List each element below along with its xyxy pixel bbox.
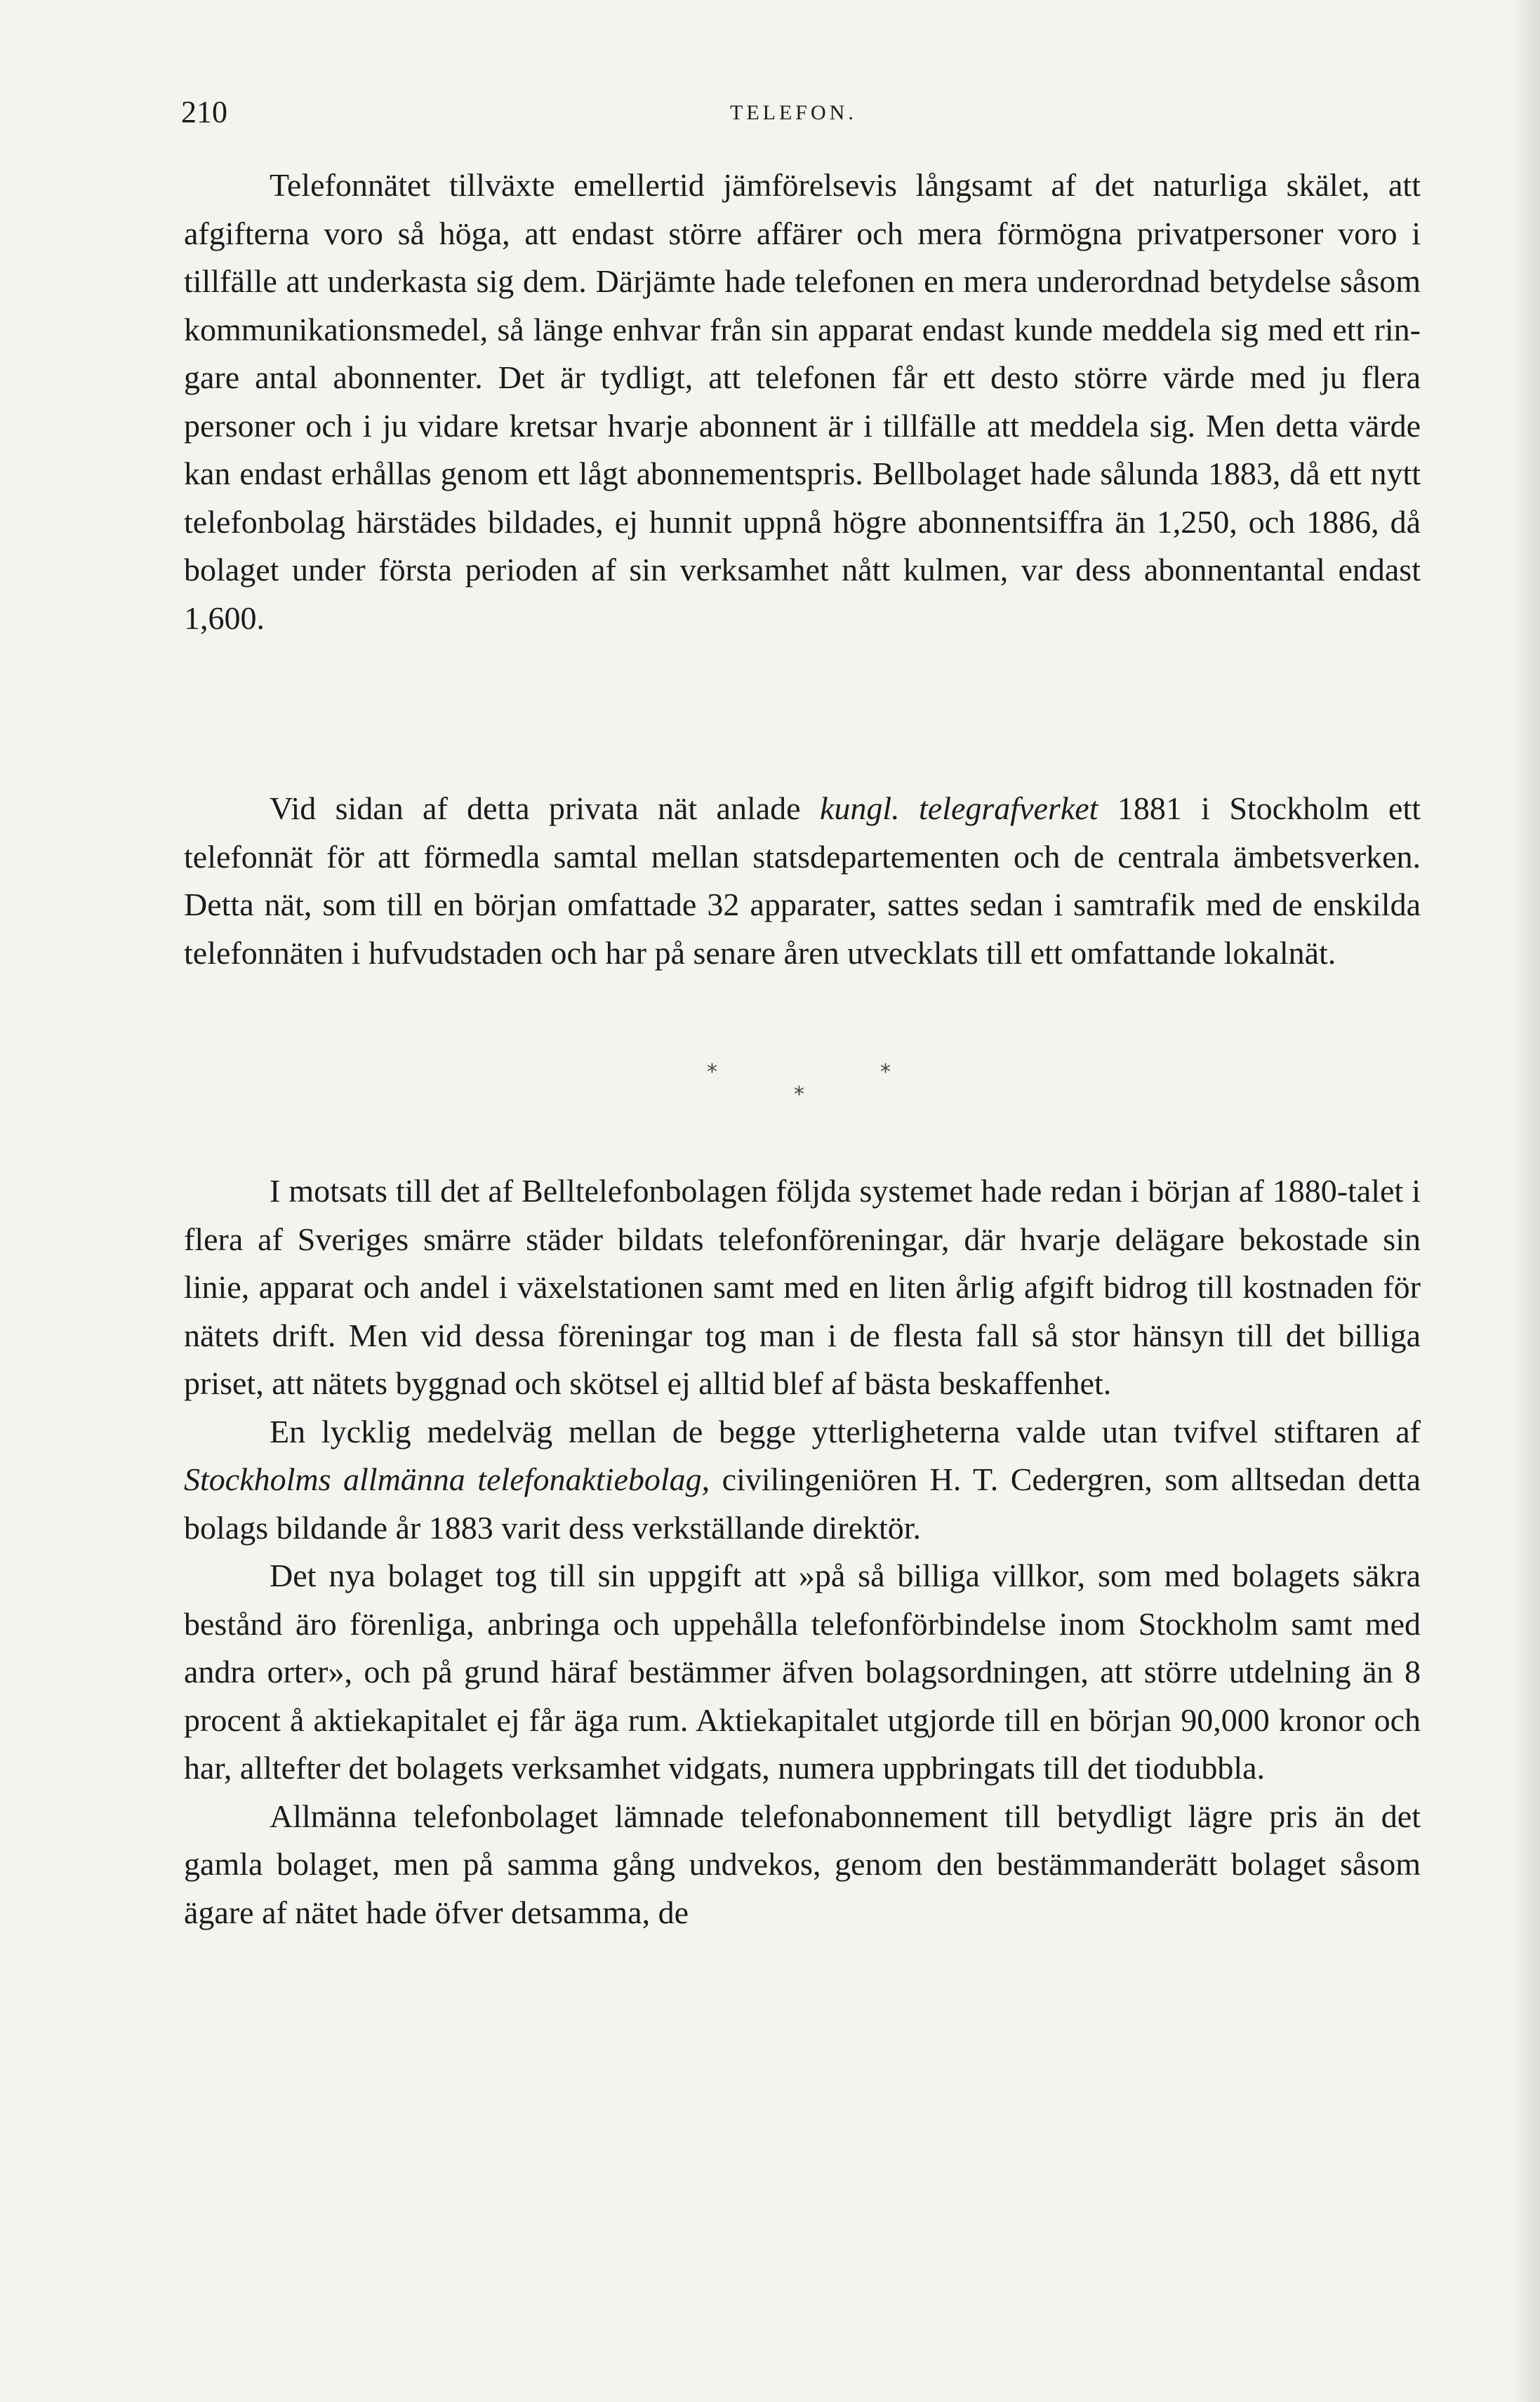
paragraph-network-growth: Telefonnätet tillväxte emellertid jämförelsevis långsamt af det naturliga skälet, att afgifterna voro så höga, att endast större affärer och mera förmögna privatpersoner voro i tillfälle att underkasta sig dem. Därjämte hade telefonen en mera underordnad betydelse såsom kommunikationsmedel, så länge enhvar från sin apparat endast kunde meddela sig med ett ringare antal abonnenter. Det är tydligt, att telefonen får ett desto större värde med ju flera personer och i ju vidare kretsar hvarje abonnent är i tillfälle att meddela sig. Men detta värde kan endast erhållas genom ett lågt abonnementspris. Bellbolaget hade sålunda 1883, då ett nytt telefonbolag härstädes bildades, ej hunnit uppnå högre abonnentsiffra än 1,250, och 1886, då bolaget under första perioden af sin verksamhet nått kulmen, var dess abonnentantal endast 1,600. <box>184 167 1421 636</box>
paragraph-cedergren <box>184 1408 1421 1553</box>
italic-telegrafverket: kungl. telegrafverket <box>819 790 1098 826</box>
paragraph-state-network <box>184 785 1421 977</box>
paragraph-text: 1881 i Stockholm ett telefonnät för att förmedla samtal mellan statsdepartementen och de centrala ämbetsverken. Detta nät, som till en början omfattade 32 apparater, sattes sedan i samtrafik med de enskilda telefonnäten i hufvudstaden och har på senare åren utvecklats till ett omfattande lokalnät. <box>184 790 1421 971</box>
italic-company-name: Stockholms allmänna telefonaktiebolag, <box>184 1461 710 1497</box>
section-telephone-growth <box>184 161 1421 642</box>
paragraph-associations: I motsats till det af Belltelefonbolagen följda systemet hade redan i början af 1880-talet i flera af Sveriges smärre städer bildats telefonföreningar, där hvarje delägare bekostade sin linie, apparat och andel i växelstationen samt med en liten årlig afgift bidrog till kostnaden för nätets drift. Men vid dessa föreningar tog man i de flesta fall så stor hänsyn till det billiga priset, att nätets byggnad och skötsel ej alltid blef af bästa beskaffenhet. <box>184 1173 1421 1401</box>
running-title: TELEFON. <box>730 101 857 124</box>
paragraph-text: En lycklig medelväg mellan de begge ytterligheterna valde utan tvifvel stiftaren af <box>270 1413 1421 1449</box>
section-telephone-associations <box>184 1167 1421 1937</box>
asterisk-icon: * <box>794 1082 804 1107</box>
page-edge-shadow <box>1515 0 1540 2402</box>
section-divider-asterisks <box>0 1060 1540 1109</box>
asterisk-icon: * <box>707 1060 717 1084</box>
section-state-network <box>184 785 1421 977</box>
paragraph-text: civilingeniören H. T. Cedergren, som alltsedan detta bolags bildande år 1883 varit dess verkställande direktör. <box>184 1461 1421 1546</box>
asterisk-icon: * <box>880 1060 891 1084</box>
running-head <box>0 91 1540 133</box>
paragraph-lower-prices: Allmänna telefonbolaget lämnade telefonabonnement till betydligt lägre pris än det gamla bolaget, men på samma gång undvekos, genom den bestämmanderätt bolaget såsom ägare af nätet hade öfver detsamma, de <box>184 1798 1421 1930</box>
paragraph-text: Vid sidan af detta privata nät anlade <box>270 790 820 826</box>
paragraph-company-purpose: Det nya bolaget tog till sin uppgift att »på så billiga villkor, som med bolagets säkra bestånd äro förenliga, anbringa och uppehålla telefonförbindelse inom Stockholm samt med andra orter», och på grund häraf bestämmer äfven bolagsordningen, att större utdelning än 8 procent å aktiekapitalet ej får äga rum. Aktiekapitalet utgjorde till en början 90,000 kronor och har, alltefter det bolagets verksamhet vidgats, numera uppbringats till det tiodubbla. <box>184 1558 1421 1786</box>
page-number: 210 <box>181 95 227 129</box>
